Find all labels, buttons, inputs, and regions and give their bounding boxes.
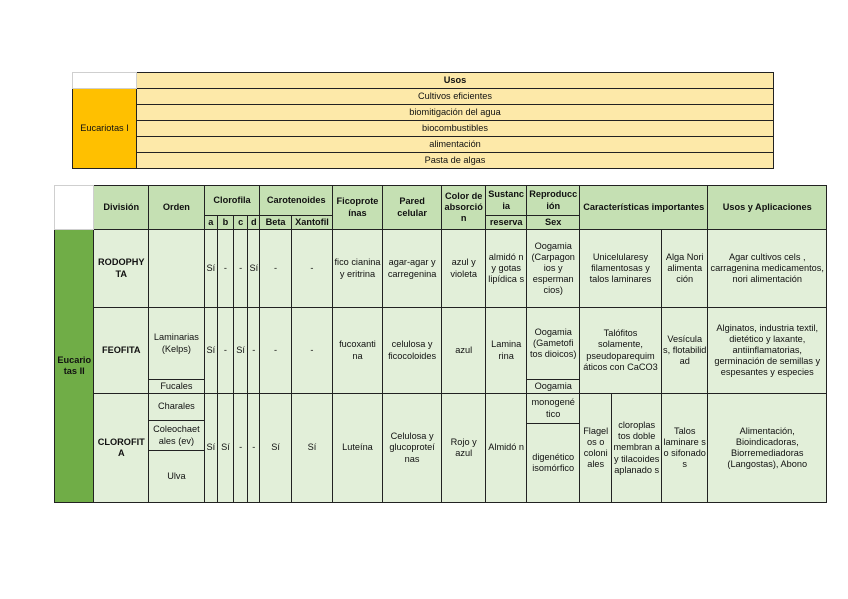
color-cell: azul y violeta [442, 230, 486, 308]
color-cell: azul [442, 308, 486, 394]
pared-cell: celulosa y ficocoloides [382, 308, 442, 394]
beta-cell: - [260, 230, 291, 308]
beta-cell: - [260, 308, 291, 394]
color-cell: Rojo y azul [442, 394, 486, 503]
clorofila-b-cell: - [217, 308, 233, 394]
ficoproteinas-cell: fucoxanti na [333, 308, 383, 394]
caracteristicas-cell: Talófitos solamente, pseudoparequim áticos con CaCO3 [580, 308, 662, 394]
uses-table-header: Usos [137, 73, 774, 89]
header-sustancia: Sustanc ia [485, 186, 526, 216]
xantofil-cell: - [291, 308, 332, 394]
usos-cell: Alimentación, Bioindicadoras, Biorremediadoras (Langostas), Abono [708, 394, 827, 503]
caracteristicas-cell: Vesícula s, flotabilid ad [661, 308, 708, 394]
header-sex: Sex [527, 216, 580, 230]
orden-clorofita-charales: Charales [149, 394, 205, 421]
uses-row: Pasta de algas [137, 153, 774, 169]
header-reserva: reserva [485, 216, 526, 230]
clorofila-a-cell: Sí [204, 394, 217, 503]
reproduccion-cell: Oogamia (Gametofi tos dioicos) [527, 308, 580, 380]
header-ficoproteinas: Ficoprote ínas [333, 186, 383, 230]
header-carotenoides: Carotenoides [260, 186, 333, 216]
division-rodophyta: RODOPHY TA [94, 230, 149, 308]
reproduccion-cell: Oogamia [527, 380, 580, 394]
beta-cell: Sí [260, 394, 291, 503]
caracteristicas-cell: Alga Nori alimenta ción [661, 230, 708, 308]
uses-table [72, 72, 774, 169]
xantofil-cell: Sí [291, 394, 332, 503]
ficoproteinas-cell: Luteína [333, 394, 383, 503]
caracteristicas-cell: cloroplas tos doble membran a y tilacoides aplanado s [612, 394, 662, 503]
header-pared-celular: Pared celular [382, 186, 442, 230]
header-reproduccion: Reproducc ión [527, 186, 580, 216]
orden-rodophyta [149, 230, 205, 308]
clorofila-a-cell: Sí [204, 230, 217, 308]
pared-cell: agar-agar y carregenina [382, 230, 442, 308]
header-division: División [94, 186, 149, 230]
reproduccion-cell: digenético isomórfico [527, 424, 580, 503]
caracteristicas-cell: Unicelularesy filamentosas y talos laminares [580, 230, 662, 308]
orden-feofita-fucales: Fucales [149, 380, 205, 394]
header-clorofila-b: b [217, 216, 233, 230]
reproduccion-cell: Oogamia (Carpagon ios y esperman cios) [527, 230, 580, 308]
header-orden: Orden [149, 186, 205, 230]
orden-clorofita-ulva: Ulva [149, 451, 205, 503]
clorofila-c-cell: Sí [234, 308, 248, 394]
pared-cell: Celulosa y glucoproteí nas [382, 394, 442, 503]
clorofila-c-cell: - [234, 230, 248, 308]
uses-row: alimentación [137, 137, 774, 153]
clorofila-c-cell: - [234, 394, 248, 503]
orden-clorofita-coleochaetales: Coleochaet ales (ev) [149, 421, 205, 451]
header-clorofila-a: a [204, 216, 217, 230]
clorofila-b-cell: Sí [217, 394, 233, 503]
header-carotenoides-xantofil: Xantofil [291, 216, 332, 230]
header-usos: Usos y Aplicaciones [708, 186, 827, 230]
uses-row: biocombustibles [137, 121, 774, 137]
division-clorofita: CLOROFITA [94, 394, 149, 503]
usos-cell: Alginatos, industria textil, dietético y laxante, antiinflamatorias, germinación de semillas y espesantes y especies [708, 308, 827, 394]
caracteristicas-cell: Flagel os o coloni ales [580, 394, 612, 503]
clorofila-b-cell: - [217, 230, 233, 308]
caracteristicas-cell: Talos laminare s o sifonado s [661, 394, 708, 503]
header-clorofila: Clorofila [204, 186, 260, 216]
reproduccion-cell: monogené tico [527, 394, 580, 424]
group-label-eucariotas-2: Eucario tas II [55, 230, 94, 503]
clorofila-d-cell: - [248, 394, 260, 503]
header-clorofila-d: d [248, 216, 260, 230]
division-feofita: FEOFITA [94, 308, 149, 394]
orden-feofita-laminarias: Laminarias (Kelps) [149, 308, 205, 380]
classification-table-corner [55, 186, 94, 230]
header-caracteristicas: Características importantes [580, 186, 708, 230]
uses-row: biomitigación del agua [137, 105, 774, 121]
xantofil-cell: - [291, 230, 332, 308]
uses-table-corner [73, 73, 137, 89]
usos-cell: Agar cultivos cels , carragenina medicamentos, nori alimentación [708, 230, 827, 308]
reserva-cell: Almidó n [485, 394, 526, 503]
header-carotenoides-beta: Beta [260, 216, 291, 230]
algae-classification-table [54, 185, 827, 503]
clorofila-d-cell: - [248, 308, 260, 394]
header-color-absorcion: Color de absorció n [442, 186, 486, 230]
ficoproteinas-cell: fico cianina y eritrina [333, 230, 383, 308]
header-clorofila-c: c [234, 216, 248, 230]
reserva-cell: Lamina rina [485, 308, 526, 394]
group-label-eucariotas-1: Eucariotas I [73, 89, 137, 169]
reserva-cell: almidó n y gotas lipídica s [485, 230, 526, 308]
clorofila-d-cell: Sí [248, 230, 260, 308]
uses-row: Cultivos eficientes [137, 89, 774, 105]
clorofila-a-cell: Sí [204, 308, 217, 394]
